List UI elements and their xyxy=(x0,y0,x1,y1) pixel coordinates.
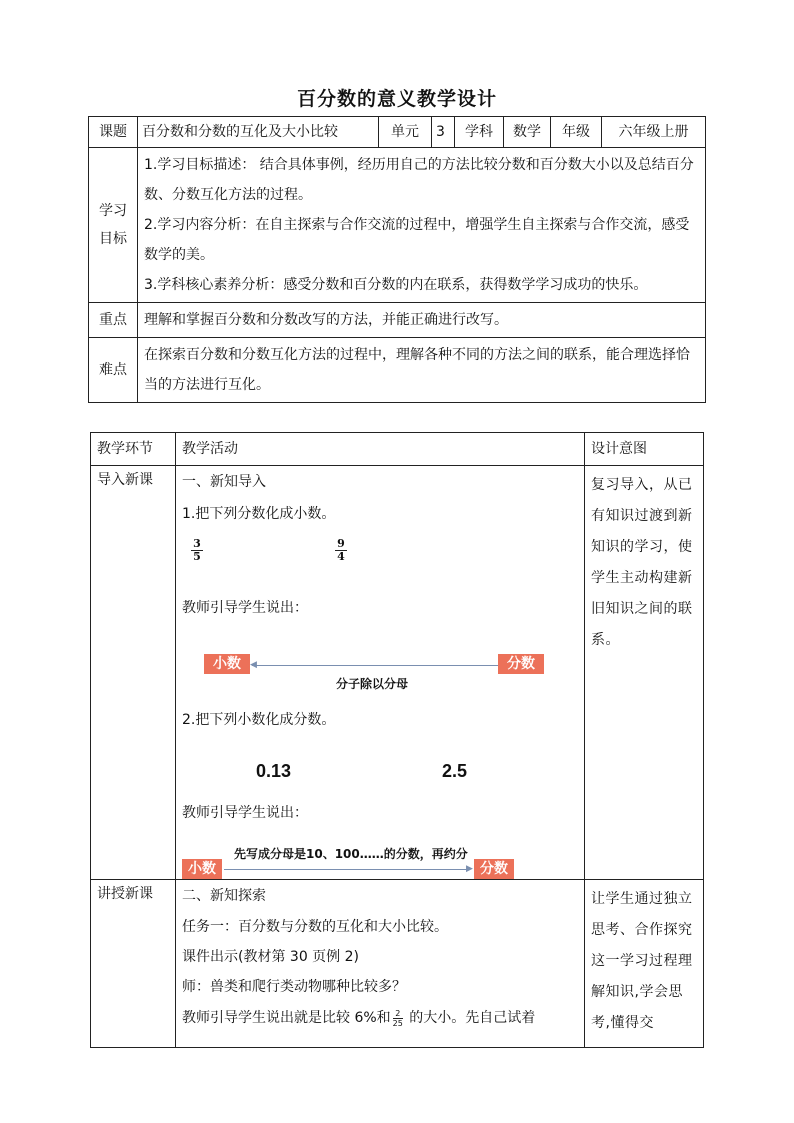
arrow-line-2 xyxy=(224,869,470,870)
decimal-0-13: 0.13 xyxy=(256,761,292,781)
document-title: 百分数的意义教学设计 xyxy=(296,88,497,110)
info-header-row xyxy=(89,117,706,148)
process-header-row xyxy=(91,433,704,466)
intro-heading: 一、新知导入 xyxy=(182,474,266,490)
arrow-line xyxy=(252,665,498,666)
fraction-3-5: 3 5 xyxy=(190,538,204,563)
topic-label: 课题 xyxy=(89,117,138,148)
teach-guide xyxy=(182,1008,535,1028)
arrow-left-icon: ◀ xyxy=(250,660,257,670)
goals-row xyxy=(89,148,706,303)
fraction-tag-2: 分数 xyxy=(474,859,514,879)
fraction-tag: 分数 xyxy=(498,654,544,674)
teach-guide-post: 的大小。先自己试着 xyxy=(404,1010,536,1026)
unit-value: 3 xyxy=(432,117,455,148)
intro-guide2: 教师引导学生说出： xyxy=(182,805,308,821)
key-point-text: 理解和掌握百分数和分数改写的方法，并能正确进行改写。 xyxy=(138,303,706,338)
key-point-row xyxy=(89,303,706,338)
teach-guide-pre: 教师引导学生说出就是比较 6%和 xyxy=(182,1010,391,1026)
fraction-2-25: $\frac{2}{25}$ xyxy=(392,1008,403,1028)
difficulty-text: 在探索百分数和分数互化方法的过程中，理解各种不同的方法之间的联系，能合理选择恰当的方法进行互化。 xyxy=(138,338,706,403)
goals-label-line2: 目标 xyxy=(99,231,127,247)
teach-row xyxy=(91,880,704,1048)
intro-task2: 2.把下列小数化成分数。 xyxy=(182,712,336,728)
fraction-9-4: 9 4 xyxy=(334,538,348,563)
teach-courseware: 课件出示(教材第 30 页例 2) xyxy=(182,949,359,965)
intro-intent: 复习导入，从已有知识过渡到新知识的学习，使学生主动构建新旧知识之间的联系。 xyxy=(585,466,704,880)
activity-header: 教学活动 xyxy=(176,433,585,466)
intro-stage: 导入新课 xyxy=(91,466,176,880)
subject-value: 数学 xyxy=(504,117,551,148)
teach-heading: 二、新知探索 xyxy=(182,888,266,904)
divide-rule: 分子除以分母 xyxy=(336,677,409,691)
process-table xyxy=(90,432,704,1048)
intro-task1: 1.把下列分数化成小数。 xyxy=(182,506,336,522)
intro-guide1: 教师引导学生说出： xyxy=(182,600,308,616)
arrow-right-icon: ▶ xyxy=(466,864,473,874)
difficulty-row xyxy=(89,338,706,403)
goal-item: 1.学习目标描述： 结合具体事例，经历用自己的方法比较分数和百分数大小以及总结百分数、分数互化方法的过程。 xyxy=(144,157,694,203)
subject-label: 学科 xyxy=(455,117,504,148)
teach-question: 师：兽类和爬行类动物哪种比较多？ xyxy=(182,979,406,995)
teach-activity xyxy=(176,880,585,1048)
goals-label-line1: 学习 xyxy=(99,203,127,219)
decimal-tag: 小数 xyxy=(204,654,250,674)
decimal-2-5: 2.5 xyxy=(442,761,468,781)
intent-header: 设计意图 xyxy=(585,433,704,466)
stage-header: 教学环节 xyxy=(91,433,176,466)
info-table xyxy=(88,116,706,403)
decimal-tag-2: 小数 xyxy=(182,859,222,879)
goal-item: 2.学习内容分析：在自主探索与合作交流的过程中，增强学生自主探索与合作交流，感受数学的美。 xyxy=(144,217,690,263)
intro-row xyxy=(91,466,704,880)
rewrite-rule: 先写成分母是10、100……的分数，再约分 xyxy=(234,847,468,861)
grade-label: 年级 xyxy=(551,117,602,148)
goals-content xyxy=(138,148,706,303)
goals-label xyxy=(89,148,138,303)
teach-intent: 让学生通过独立思考、合作探究这一学习过程理解知识,学会思考,懂得交 xyxy=(585,880,704,1048)
topic-value: 百分数和分数的互化及大小比较 xyxy=(138,117,379,148)
unit-label: 单元 xyxy=(379,117,432,148)
goal-item: 3.学科核心素养分析：感受分数和百分数的内在联系，获得数学学习成功的快乐。 xyxy=(144,277,648,293)
difficulty-label: 难点 xyxy=(89,338,138,403)
intro-activity xyxy=(176,466,585,880)
teach-stage: 讲授新课 xyxy=(91,880,176,1048)
grade-value: 六年级上册 xyxy=(602,117,706,148)
teach-task: 任务一：百分数与分数的互化和大小比较。 xyxy=(182,919,448,935)
key-point-label: 重点 xyxy=(89,303,138,338)
